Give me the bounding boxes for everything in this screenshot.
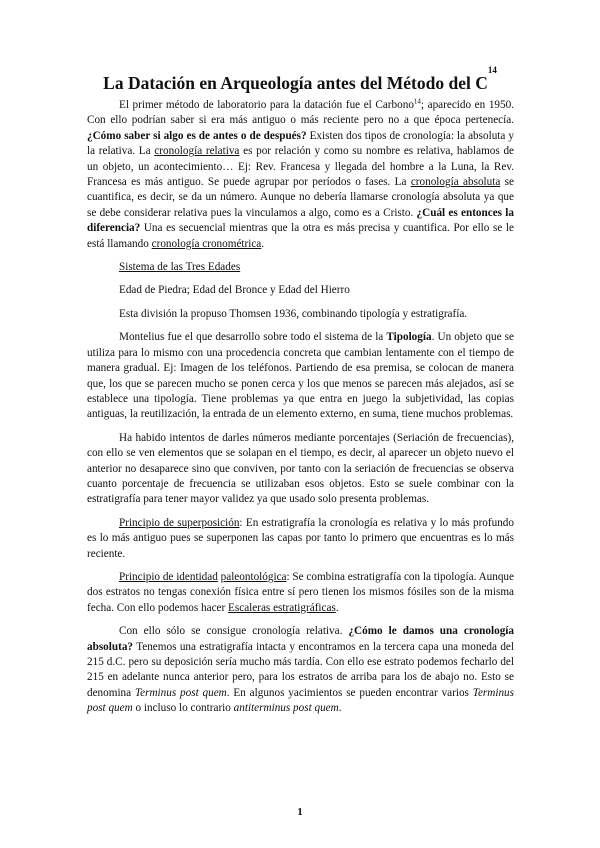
paragraph-absolute: Con ello sólo se consigue cronología relativa. ¿Cómo le damos una cronología absoluta? Tenemos una estratigrafía intacta y encontramos en la tercera capa una moneda del 215 d.C. pero su deposición sería mucho más tardía. Con ello ese estrato podemos fecharlo del 215 en adelante nunca anterior pero, para los estratos de arriba para los de abajo no. Esto se denomina Terminus post quem. En algunos yacimientos se pueden encontrar varios Terminus post quem o incluso lo contrario antiterminus post quem.	[87, 625, 514, 715]
paragraph-typology: Montelius fue el que desarrollo sobre todo el sistema de la Tipología. Un objeto que se utiliza para lo mismo con una procedencia concreta que cambian lentamente con el tiempo de manera gradual. Ej: Imagen de los teléfonos. Partiendo de esa premisa, se colocan de manera que, los que se parecen mucho se ponen cerca y los que menos se parecen más alejados, así se establece una tipología. Tiene problemas ya que entra en juego la subjetividad, las copias antiguas, la reutilización, la entrada de un elemento externo, en suma, tiene muchos problemas.	[87, 331, 514, 421]
section-heading-three-ages: Sistema de las Tres Edades	[119, 261, 241, 274]
paragraph-seriation: Ha habido intentos de darles números mediante porcentajes (Seriación de frecuencias), con ello se ven elementos que se solapan en el tiempo, es decir, al aparecer un objeto nuevo el anterior no desaparece sino que conviven, por tanto con la seriación de frecuencias se observa cuanto porcentaje de frecuencia se utilizaban esos objetos. Esto se suele combinar con la estratigrafía para tener mayor validez ya que usado solo presenta problemas.	[87, 431, 514, 506]
paragraph-superposition: Principio de superposición: En estratigrafía la cronología es relativa y lo más profundo es lo más antiguo pues se superponen las capas por tanto lo primero que encuentras es lo más reciente.	[87, 516, 514, 560]
page-number: 1	[297, 806, 303, 818]
paragraph-intro: El primer método de laboratorio para la datación fue el Carbono$^{14}$; aparecido en 1950. Con ello podrían saber si era más antiguo o más reciente pero no a que época pertenecía. ¿Cómo saber si algo es de antes o de después? Existen dos tipos de cronología: la absoluta y la relativa. La cronología relativa es por relación y como su nombre es relativa, hablamos de un objeto, un acontecimiento… Ej: Rev. Francesa y llegada del hombre a la Luna, la Rev. Francesa es más antiguo. Se puede agrupar por períodos o fases. La cronología absoluta se cuantifica, es decir, se da un número. Aunque no debería llamarse cronología absoluta ya que se debe considerar relativa pues la vinculamos a algo, como es a Cristo. ¿Cuál es entonces la diferencia? Una es secuencial mientras que la otra es más precisa y cuantifica. Por ello se le está llamando cronología cronométrica.	[87, 97, 515, 250]
three-ages-list: Edad de Piedra; Edad del Bronce y Edad del Hierro	[119, 284, 350, 297]
thomsen-paragraph: Esta división la propuso Thomsen 1936, combinando tipología y estratigrafía.	[119, 307, 468, 320]
document-body	[87, 98, 514, 725]
document-title: La Datación en Arqueología antes del Método del $C^{14}$	[103, 65, 497, 93]
paragraph-identity: Principio de identidad paleontológica: Se combina estratigrafía con la tipología. Aunque dos estratos no tengas conexión física entre sí pero tienen los mismos fósiles son de la misma fecha. Con ello podemos hacer Escaleras estratigráficas.	[87, 570, 514, 614]
